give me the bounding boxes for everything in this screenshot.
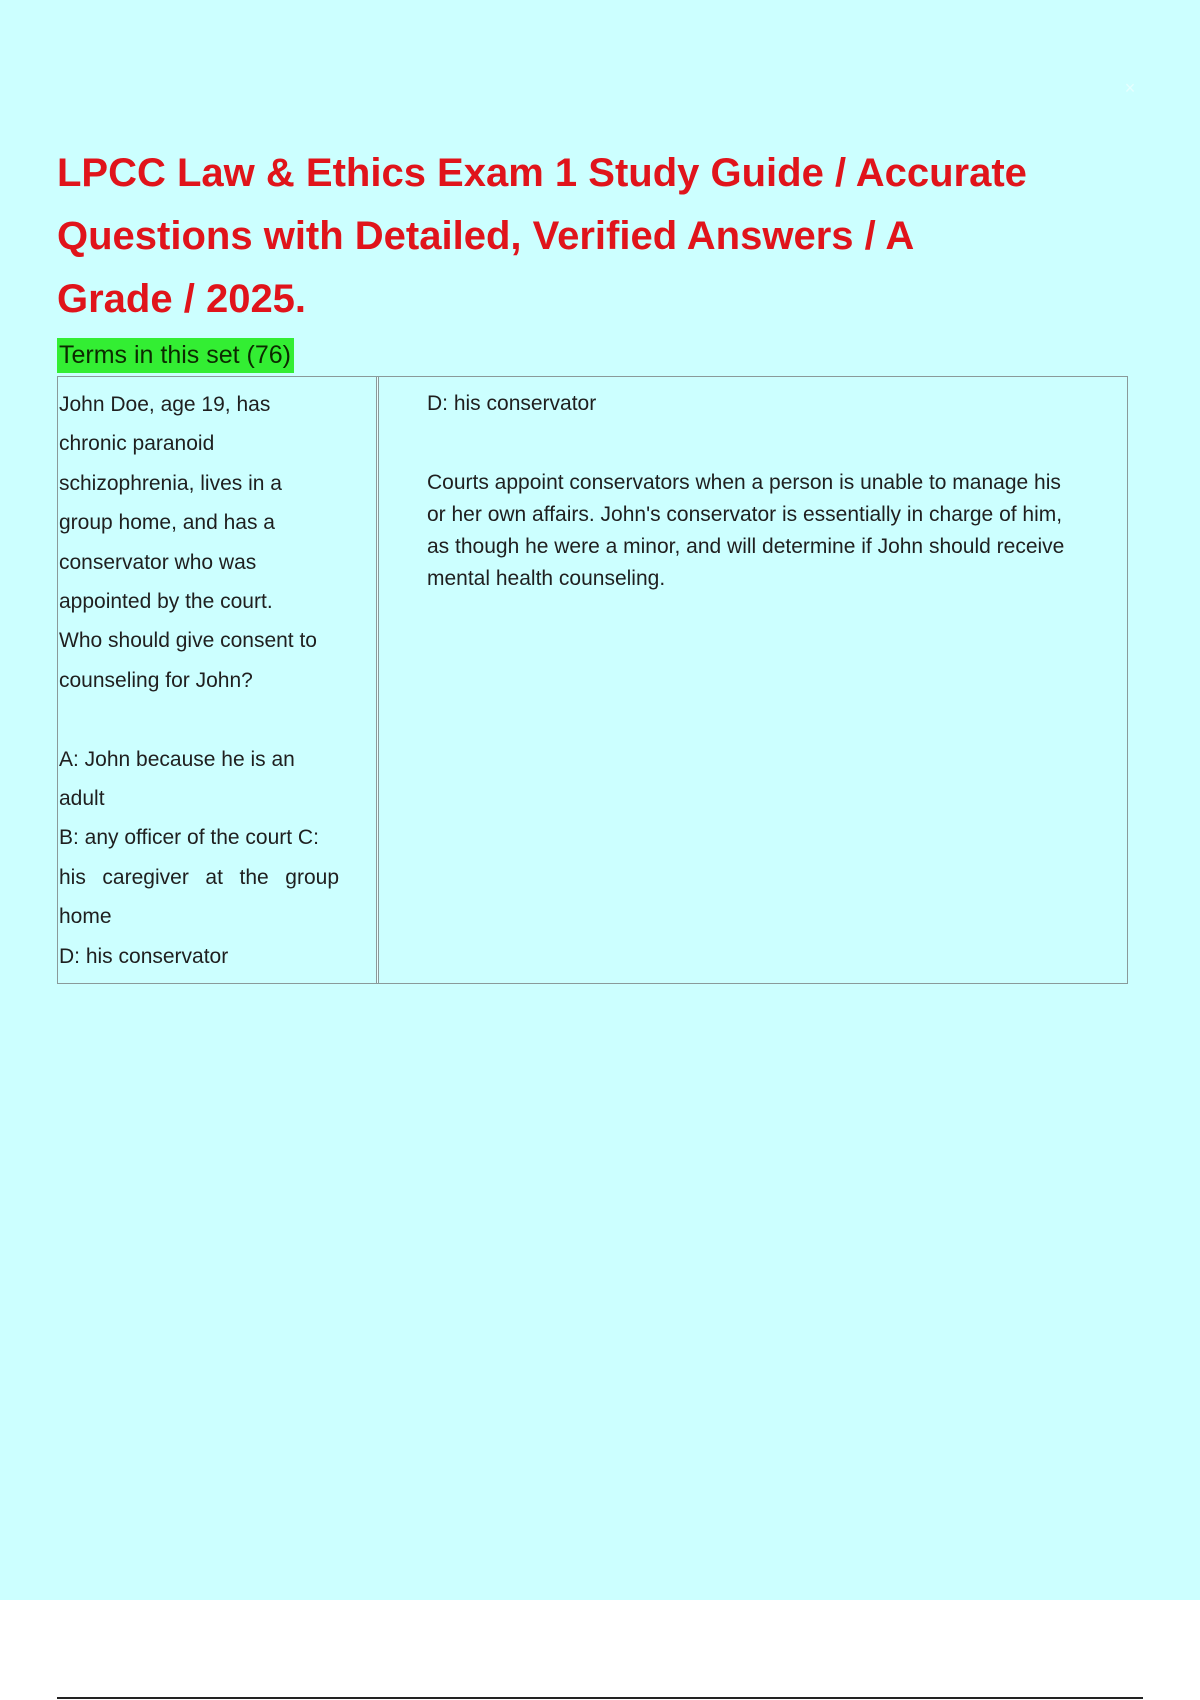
correct-answer: D: his conservator — [427, 392, 597, 415]
option-line: his caregiver at the group — [59, 865, 339, 889]
column-divider — [376, 377, 379, 983]
question-cell — [59, 385, 349, 976]
answer-explanation: Courts appoint conservators when a person is unable to manage his or her own affairs. John's conservator is essentially in charge of him, as though he were a minor, and will determine if John should receive mental health counseling. — [427, 471, 1065, 590]
question-line: John Doe, age 19, has — [59, 393, 271, 416]
question-line: appointed by the court. — [59, 590, 273, 614]
answer-cell — [427, 389, 1067, 595]
question-line: conservator who was — [59, 550, 257, 574]
footer-divider — [57, 1697, 1143, 1699]
question-line: schizophrenia, lives in a — [59, 471, 282, 495]
spacer — [59, 700, 349, 739]
question-line: Who should give consent to — [59, 629, 317, 653]
flashcard-row — [57, 376, 1128, 984]
close-icon[interactable]: × — [1124, 78, 1136, 98]
option-line: B: any officer of the court C: — [59, 826, 319, 850]
terms-count-label: Terms in this set (76) — [57, 338, 294, 373]
question-line: group home, and has a — [59, 511, 275, 535]
option-line: A: John because he is an — [59, 747, 295, 771]
option-line: adult — [59, 787, 105, 811]
question-line: chronic paranoid — [59, 432, 215, 456]
document-title: LPCC Law & Ethics Exam 1 Study Guide / Accurate Questions with Detailed, Verified Answers / A Grade / 2025. — [57, 151, 1027, 321]
option-line: home — [59, 905, 112, 929]
question-line: counseling for John? — [59, 668, 253, 692]
option-line: D: his conservator — [59, 944, 229, 968]
